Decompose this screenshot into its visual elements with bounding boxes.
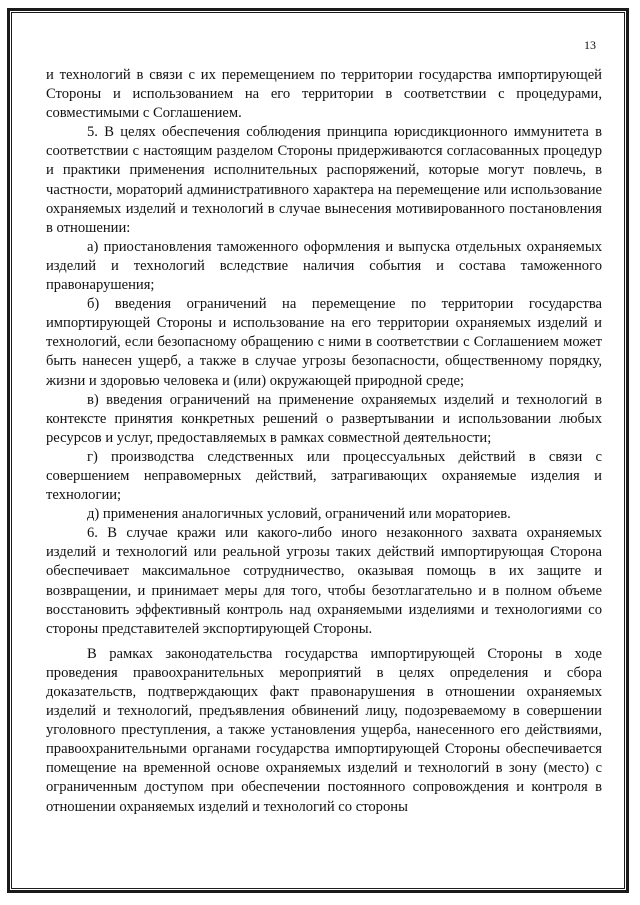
- paragraph-clause-6: 6. В случае кражи или какого-либо иного незаконного захвата охраняемых изделий и технологий или реальной угрозы таких действий импортирующая Сторона обеспечивает максимальное сотрудничество, оказывая помощь в их защите и возвращении, и принимает меры для того, чтобы безотлагательно и в полном объеме восстановить эффективный контроль над охраняемыми изделиями и технологиями со стороны представителей экспортирующей Стороны.: [46, 525, 602, 637]
- paragraph-item-a: а) приостановления таможенного оформления и выпуска отдельных охраняемых изделий и технологий вследствие наличия события и состава таможенного правонарушения;: [46, 238, 602, 294]
- paragraph-item-g: г) производства следственных или процессуальных действий в связи с совершением неправомерных действий, затрагивающих охраняемые изделия и технологии;: [46, 448, 602, 504]
- paragraph-item-v: в) введения ограничений на применение охраняемых изделий и технологий в контексте принятия конкретных решений о развертывании и использовании любых ресурсов и услуг, предоставляемых в рамках совместной деятельности;: [46, 391, 602, 446]
- paragraph-clause-5: 5. В целях обеспечения соблюдения принципа юрисдикционного иммунитета в соответствии с настоящим разделом Стороны придерживаются согласованных процедур и практики применения исполнительных распоряжений, которые могут повлечь, в частности, мораторий административного характера на перемещение или использование охраняемых изделий и технологий в случае вынесения мотивированного постановления в отношении:: [46, 124, 602, 236]
- paragraph-continuation: и технологий в связи с их перемещением по территории государства импортирующей Стороны и использованием на его территории в соответствии с процедурами, совместимыми с Соглашением.: [46, 67, 602, 122]
- paragraph-law-enforcement: В рамках законодательства государства импортирующей Стороны в ходе проведения правоохранительных мероприятий в целях определения и сбора доказательств, подтверждающих факт правонарушения в отношении охраняемых изделий и технологий, предъявления обвинений лицу, подозреваемому в совершении уголовного преступления, а также установления ущерба, нанесенного его действиями, правоохранительными органами государства импортирующей Стороны обеспечивается помещение на временной основе охраняемых изделий и технологий в зону (место) с ограниченным доступом при обеспечении постоянного сопровождения и контроля в отношении охраняемых изделий и технологий со стороны: [46, 645, 602, 815]
- document-body: [46, 66, 602, 817]
- paragraph-item-b: б) введения ограничений на перемещение по территории государства импортирующей Стороны и использование на его территории охраняемых изделий и технологий, если безопасному обращению с ними в соответствии с Соглашением может быть нанесен ущерб, а также в случае угрозы безопасности, общественному порядку, жизни и здоровью человека и (или) окружающей природной среде;: [46, 296, 602, 389]
- page-number: 13: [584, 38, 596, 52]
- paragraph-item-d: д) применения аналогичных условий, ограничений или мораториев.: [87, 506, 511, 523]
